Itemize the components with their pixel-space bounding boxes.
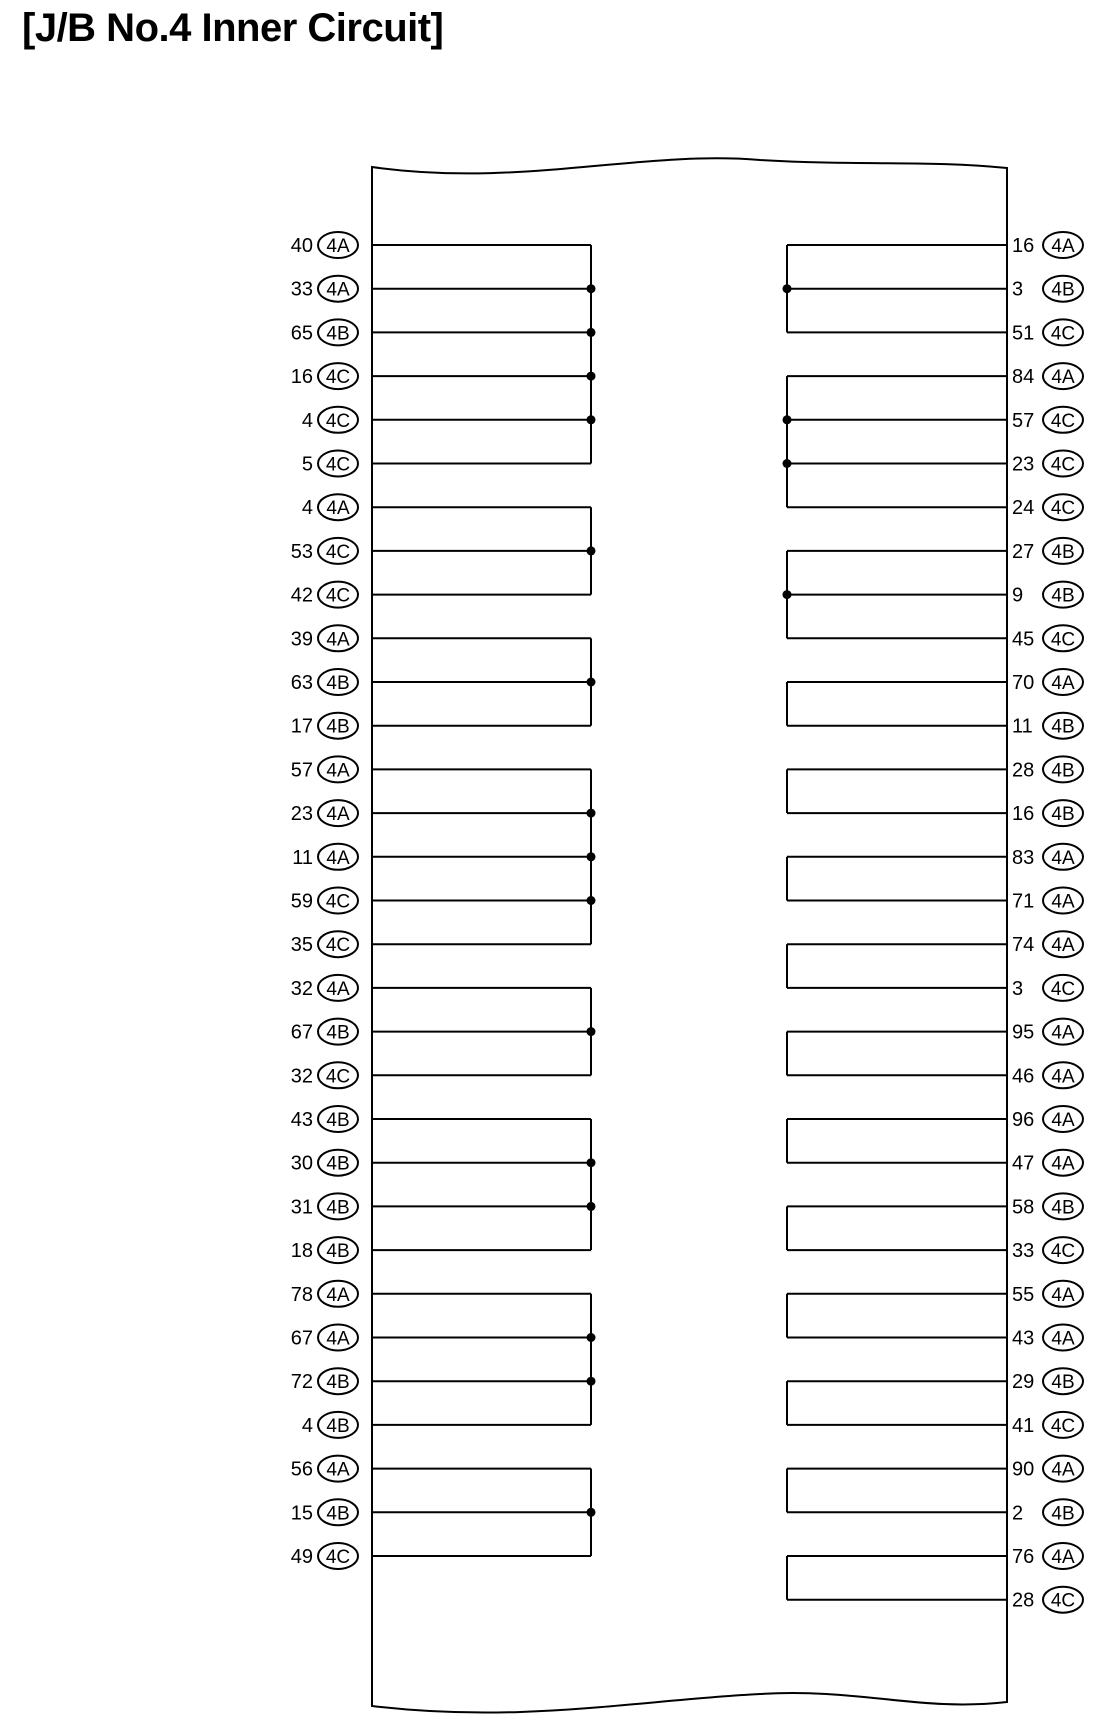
right-terminal xyxy=(1012,1412,1083,1438)
connector-label: 4C xyxy=(1050,629,1076,651)
right-terminal xyxy=(1012,1237,1083,1263)
connector-label: 4C xyxy=(325,367,351,389)
connector-label: 4C xyxy=(325,410,351,432)
left-terminal xyxy=(291,1456,358,1482)
connector-label: 4C xyxy=(1050,978,1076,1000)
connector-label: 4C xyxy=(1050,1415,1076,1437)
junction-dot xyxy=(587,852,596,861)
connector-label: 4A xyxy=(326,804,350,826)
junction-dot xyxy=(587,1377,596,1386)
pin-number: 4 xyxy=(301,497,313,520)
connector-label: 4C xyxy=(325,585,351,607)
pin-number: 33 xyxy=(1012,1240,1035,1263)
pin-number: 67 xyxy=(290,1021,313,1044)
connector-label: 4B xyxy=(1051,1372,1075,1394)
connector-label: 4C xyxy=(1050,1590,1076,1612)
left-terminal xyxy=(291,232,358,258)
left-terminal xyxy=(291,1281,358,1307)
connector-label: 4C xyxy=(325,1547,351,1568)
left-terminal xyxy=(302,1412,358,1438)
connector-label: 4B xyxy=(326,673,350,694)
pin-number: 35 xyxy=(290,934,313,957)
pin-number: 33 xyxy=(290,278,313,301)
pin-number: 72 xyxy=(290,1371,313,1394)
pin-number: 63 xyxy=(290,672,313,694)
connector-label: 4B xyxy=(326,323,350,345)
pin-number: 5 xyxy=(301,453,313,476)
connector-label: 4C xyxy=(325,541,351,563)
right-terminal xyxy=(1012,538,1083,564)
connector-label: 4A xyxy=(1051,847,1075,869)
left-terminal xyxy=(291,1062,358,1088)
pin-number: 2 xyxy=(1012,1502,1024,1525)
pin-number: 28 xyxy=(1012,759,1035,782)
right-terminal xyxy=(1012,844,1083,870)
left-terminal xyxy=(291,625,358,651)
pin-number: 56 xyxy=(290,1458,313,1481)
connector-label: 4A xyxy=(326,236,350,257)
junction-dot xyxy=(783,284,792,293)
right-terminal xyxy=(1012,494,1083,520)
right-terminal xyxy=(1012,1106,1083,1132)
pin-number: 4 xyxy=(301,409,313,432)
right-terminal xyxy=(1012,451,1083,477)
connector-label: 4A xyxy=(326,279,350,301)
junction-dot xyxy=(587,328,596,337)
left-terminal xyxy=(302,494,358,520)
connector-label: 4A xyxy=(1051,1022,1075,1044)
right-terminal xyxy=(1012,363,1083,389)
connector-label: 4A xyxy=(326,847,350,869)
connector-label: 4C xyxy=(325,891,351,913)
connector-label: 4A xyxy=(1051,1066,1075,1088)
pin-number: 67 xyxy=(290,1327,313,1350)
right-terminal xyxy=(1012,1587,1083,1613)
pin-number: 15 xyxy=(290,1502,313,1525)
connector-label: 4C xyxy=(1050,498,1076,520)
pin-number: 70 xyxy=(1012,672,1035,694)
connector-label: 4B xyxy=(1051,541,1075,563)
connector-label: 4A xyxy=(1051,1284,1075,1306)
left-terminal xyxy=(291,1499,358,1525)
pin-number: 47 xyxy=(1012,1152,1035,1175)
connector-label: 4B xyxy=(326,1110,350,1131)
left-terminal xyxy=(291,1325,358,1351)
connector-label: 4B xyxy=(326,716,350,738)
connector-label: 4B xyxy=(326,1372,350,1394)
pin-number: 23 xyxy=(290,803,313,826)
pin-number: 96 xyxy=(1012,1109,1035,1131)
right-terminal xyxy=(1012,1325,1083,1351)
junction-dot xyxy=(587,546,596,555)
pin-number: 78 xyxy=(290,1283,313,1306)
right-terminal xyxy=(1012,1456,1083,1482)
connector-label: 4A xyxy=(326,760,350,782)
left-terminal xyxy=(291,276,358,302)
connector-label: 4C xyxy=(325,935,351,957)
pin-number: 41 xyxy=(1012,1414,1035,1437)
connector-label: 4A xyxy=(326,1284,350,1306)
connector-label: 4C xyxy=(1050,323,1076,345)
right-terminal xyxy=(1012,1499,1083,1525)
junction-dot xyxy=(587,1333,596,1342)
connector-label: 4A xyxy=(1051,367,1075,389)
right-terminal xyxy=(1012,1543,1083,1569)
pin-number: 57 xyxy=(290,759,313,782)
pin-number: 51 xyxy=(1012,322,1035,345)
left-terminal xyxy=(291,931,358,957)
left-terminal xyxy=(302,451,358,477)
pin-number: 71 xyxy=(1012,890,1035,913)
connector-label: 4B xyxy=(326,1022,350,1044)
junction-dot xyxy=(587,284,596,293)
connector-label: 4A xyxy=(1051,891,1075,913)
connector-label: 4A xyxy=(326,1328,350,1350)
pin-number: 83 xyxy=(1012,846,1035,869)
pin-number: 65 xyxy=(290,322,313,345)
connector-label: 4C xyxy=(1050,1241,1076,1263)
junction-dot xyxy=(587,809,596,818)
connector-label: 4B xyxy=(326,1415,350,1437)
junction-dot xyxy=(587,678,596,687)
left-terminal xyxy=(291,538,358,564)
pin-number: 23 xyxy=(1012,453,1035,476)
left-terminal xyxy=(291,1193,358,1219)
left-terminal xyxy=(291,888,358,914)
left-terminal xyxy=(291,800,358,826)
left-terminal xyxy=(291,756,358,782)
pin-number: 57 xyxy=(1012,409,1035,432)
pin-number: 55 xyxy=(1012,1283,1035,1306)
left-terminal xyxy=(291,319,358,345)
connector-label: 4A xyxy=(326,498,350,520)
connector-label: 4A xyxy=(1051,1153,1075,1175)
junction-dot xyxy=(587,372,596,381)
junction-dot xyxy=(587,1158,596,1167)
right-terminal xyxy=(1012,931,1083,957)
pin-number: 16 xyxy=(1012,235,1035,257)
right-terminal xyxy=(1012,756,1083,782)
pin-number: 11 xyxy=(292,846,313,869)
right-terminal xyxy=(1012,1019,1083,1045)
right-terminal xyxy=(1012,276,1083,302)
connector-label: 4B xyxy=(326,1503,350,1525)
left-terminal xyxy=(291,582,358,608)
connector-label: 4C xyxy=(325,454,351,476)
left-terminal xyxy=(291,1019,358,1045)
connector-label: 4A xyxy=(1051,236,1075,257)
connector-label: 4A xyxy=(1051,1459,1075,1481)
junction-block-outline xyxy=(372,158,1007,1712)
pin-number: 46 xyxy=(1012,1065,1035,1088)
pin-number: 42 xyxy=(290,584,313,607)
pin-number: 32 xyxy=(290,977,313,1000)
right-terminal xyxy=(1012,800,1083,826)
right-terminal xyxy=(1012,975,1083,1001)
pin-number: 59 xyxy=(290,890,313,913)
pin-number: 3 xyxy=(1012,278,1024,301)
left-terminal xyxy=(291,1368,358,1394)
right-terminal xyxy=(1012,1281,1083,1307)
right-terminal xyxy=(1012,625,1083,651)
pin-number: 32 xyxy=(290,1065,313,1088)
left-terminal xyxy=(291,975,358,1001)
right-terminal xyxy=(1012,407,1083,433)
pin-number: 58 xyxy=(1012,1196,1035,1219)
pin-number: 49 xyxy=(290,1546,313,1568)
pin-number: 30 xyxy=(290,1152,313,1175)
connector-label: 4A xyxy=(326,629,350,651)
left-terminal xyxy=(291,1150,358,1176)
pin-number: 53 xyxy=(290,540,313,563)
pin-number: 40 xyxy=(290,235,313,257)
connector-label: 4B xyxy=(326,1241,350,1263)
pin-number: 18 xyxy=(290,1240,313,1263)
pin-number: 84 xyxy=(1012,366,1035,389)
connector-label: 4B xyxy=(326,1197,350,1219)
pin-number: 27 xyxy=(1012,540,1035,563)
connector-label: 4B xyxy=(1051,1503,1075,1525)
connector-label: 4B xyxy=(1051,279,1075,301)
connector-label: 4A xyxy=(326,1459,350,1481)
right-terminal xyxy=(1012,1193,1083,1219)
left-terminal xyxy=(292,844,358,870)
connector-label: 4A xyxy=(1051,673,1075,694)
pin-number: 90 xyxy=(1012,1458,1035,1481)
right-terminal xyxy=(1012,888,1083,914)
right-terminal xyxy=(1012,582,1083,608)
connector-label: 4B xyxy=(1051,585,1075,607)
connector-label: 4B xyxy=(326,1153,350,1175)
pin-number: 43 xyxy=(290,1109,313,1131)
left-terminal xyxy=(291,669,358,695)
junction-dot xyxy=(587,415,596,424)
connector-label: 4A xyxy=(326,978,350,1000)
pin-number: 9 xyxy=(1012,584,1024,607)
pin-number: 3 xyxy=(1012,977,1024,1000)
pin-number: 76 xyxy=(1012,1546,1035,1568)
connector-label: 4C xyxy=(325,1066,351,1088)
connector-label: 4A xyxy=(1051,1328,1075,1350)
pin-number: 17 xyxy=(290,715,313,738)
pin-number: 24 xyxy=(1012,497,1035,520)
connector-label: 4B xyxy=(1051,760,1075,782)
connector-label: 4A xyxy=(1051,1110,1075,1131)
pin-number: 31 xyxy=(290,1196,313,1219)
connector-label: 4A xyxy=(1051,1547,1075,1568)
pin-number: 28 xyxy=(1012,1589,1035,1612)
pin-number: 4 xyxy=(301,1414,313,1437)
connector-label: 4B xyxy=(1051,1197,1075,1219)
pin-number: 45 xyxy=(1012,628,1035,651)
pin-number: 39 xyxy=(290,628,313,651)
connector-label: 4B xyxy=(1051,804,1075,826)
pin-number: 16 xyxy=(290,366,313,389)
junction-dot xyxy=(587,1027,596,1036)
connector-label: 4B xyxy=(1051,716,1075,738)
right-terminal xyxy=(1012,1150,1083,1176)
right-terminal xyxy=(1012,232,1083,258)
right-terminal xyxy=(1012,1062,1083,1088)
right-terminal xyxy=(1012,319,1083,345)
junction-dot xyxy=(587,1202,596,1211)
right-terminal xyxy=(1012,1368,1083,1394)
junction-dot xyxy=(783,590,792,599)
pin-number: 11 xyxy=(1012,715,1033,738)
pin-number: 74 xyxy=(1012,934,1035,957)
left-terminal xyxy=(291,1106,358,1132)
page-title: [J/B No.4 Inner Circuit] xyxy=(22,6,444,50)
left-terminal xyxy=(291,713,358,739)
left-terminal xyxy=(291,1543,358,1569)
pin-number: 29 xyxy=(1012,1371,1035,1394)
right-terminal xyxy=(1012,713,1083,739)
connector-label: 4A xyxy=(1051,935,1075,957)
left-terminal xyxy=(291,1237,358,1263)
junction-dot xyxy=(783,459,792,468)
pin-number: 95 xyxy=(1012,1021,1035,1044)
junction-dot xyxy=(587,896,596,905)
pin-number: 16 xyxy=(1012,803,1035,826)
junction-dot xyxy=(783,415,792,424)
pin-number: 43 xyxy=(1012,1327,1035,1350)
left-terminal xyxy=(302,407,358,433)
connector-label: 4C xyxy=(1050,410,1076,432)
left-terminal xyxy=(291,363,358,389)
junction-dot xyxy=(587,1508,596,1517)
right-terminal xyxy=(1012,669,1083,695)
connector-label: 4C xyxy=(1050,454,1076,476)
